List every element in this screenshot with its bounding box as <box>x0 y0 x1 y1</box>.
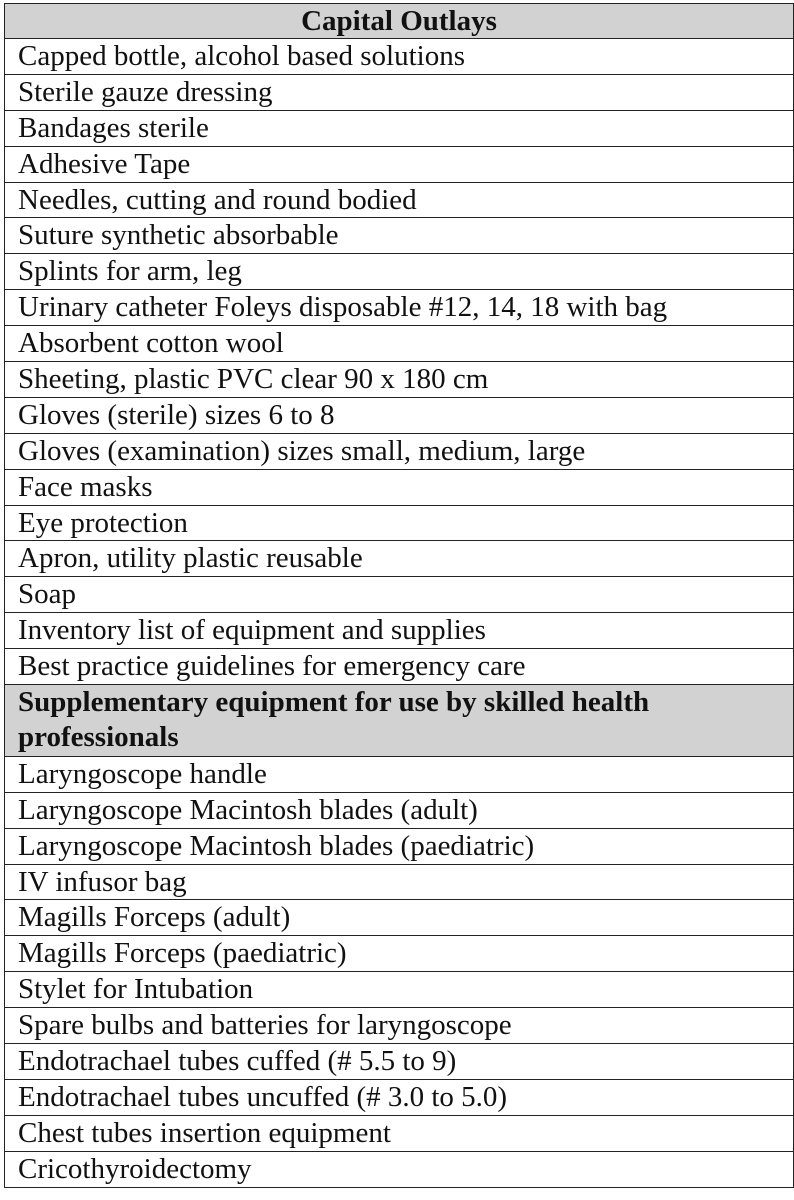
table-row: Laryngoscope Macintosh blades (paediatric) <box>5 829 794 865</box>
table-row: Inventory list of equipment and supplies <box>5 613 794 649</box>
table-row: Spare bulbs and batteries for laryngoscope <box>5 1008 794 1044</box>
table-row: Bandages sterile <box>5 111 794 147</box>
table-row: Suture synthetic absorbable <box>5 218 794 254</box>
table-row: Cricothyroidectomy <box>5 1152 794 1188</box>
table-row: Gloves (sterile) sizes 6 to 8 <box>5 398 794 434</box>
table-row: Laryngoscope handle <box>5 757 794 793</box>
table-row: Laryngoscope Macintosh blades (adult) <box>5 793 794 829</box>
table-row: Face masks <box>5 470 794 506</box>
table-row: Capped bottle, alcohol based solutions <box>5 39 794 75</box>
table-header: Capital Outlays <box>5 4 794 39</box>
table-row: Stylet for Intubation <box>5 972 794 1008</box>
table-row: Chest tubes insertion equipment <box>5 1116 794 1152</box>
table-row: Absorbent cotton wool <box>5 326 794 362</box>
table-row: Best practice guidelines for emergency care <box>5 649 794 685</box>
table-row: Endotrachael tubes uncuffed (# 3.0 to 5.0) <box>5 1080 794 1116</box>
table-row: Urinary catheter Foleys disposable #12, 14, 18 with bag <box>5 290 794 326</box>
table-row: Magills Forceps (paediatric) <box>5 936 794 972</box>
table-row: Needles, cutting and round bodied <box>5 183 794 219</box>
table-row: Endotrachael tubes cuffed (# 5.5 to 9) <box>5 1044 794 1080</box>
table-row: Gloves (examination) sizes small, medium, large <box>5 434 794 470</box>
section-header: Supplementary equipment for use by skilled health professionals <box>5 685 794 757</box>
equipment-table <box>4 3 794 1188</box>
table-row: Magills Forceps (adult) <box>5 900 794 936</box>
table-row: Sterile gauze dressing <box>5 75 794 111</box>
table-row: Eye protection <box>5 506 794 542</box>
table-row: Sheeting, plastic PVC clear 90 x 180 cm <box>5 362 794 398</box>
table-row: Splints for arm, leg <box>5 254 794 290</box>
table-row: IV infusor bag <box>5 865 794 901</box>
table-row: Soap <box>5 577 794 613</box>
table-row: Apron, utility plastic reusable <box>5 541 794 577</box>
table-row: Adhesive Tape <box>5 147 794 183</box>
